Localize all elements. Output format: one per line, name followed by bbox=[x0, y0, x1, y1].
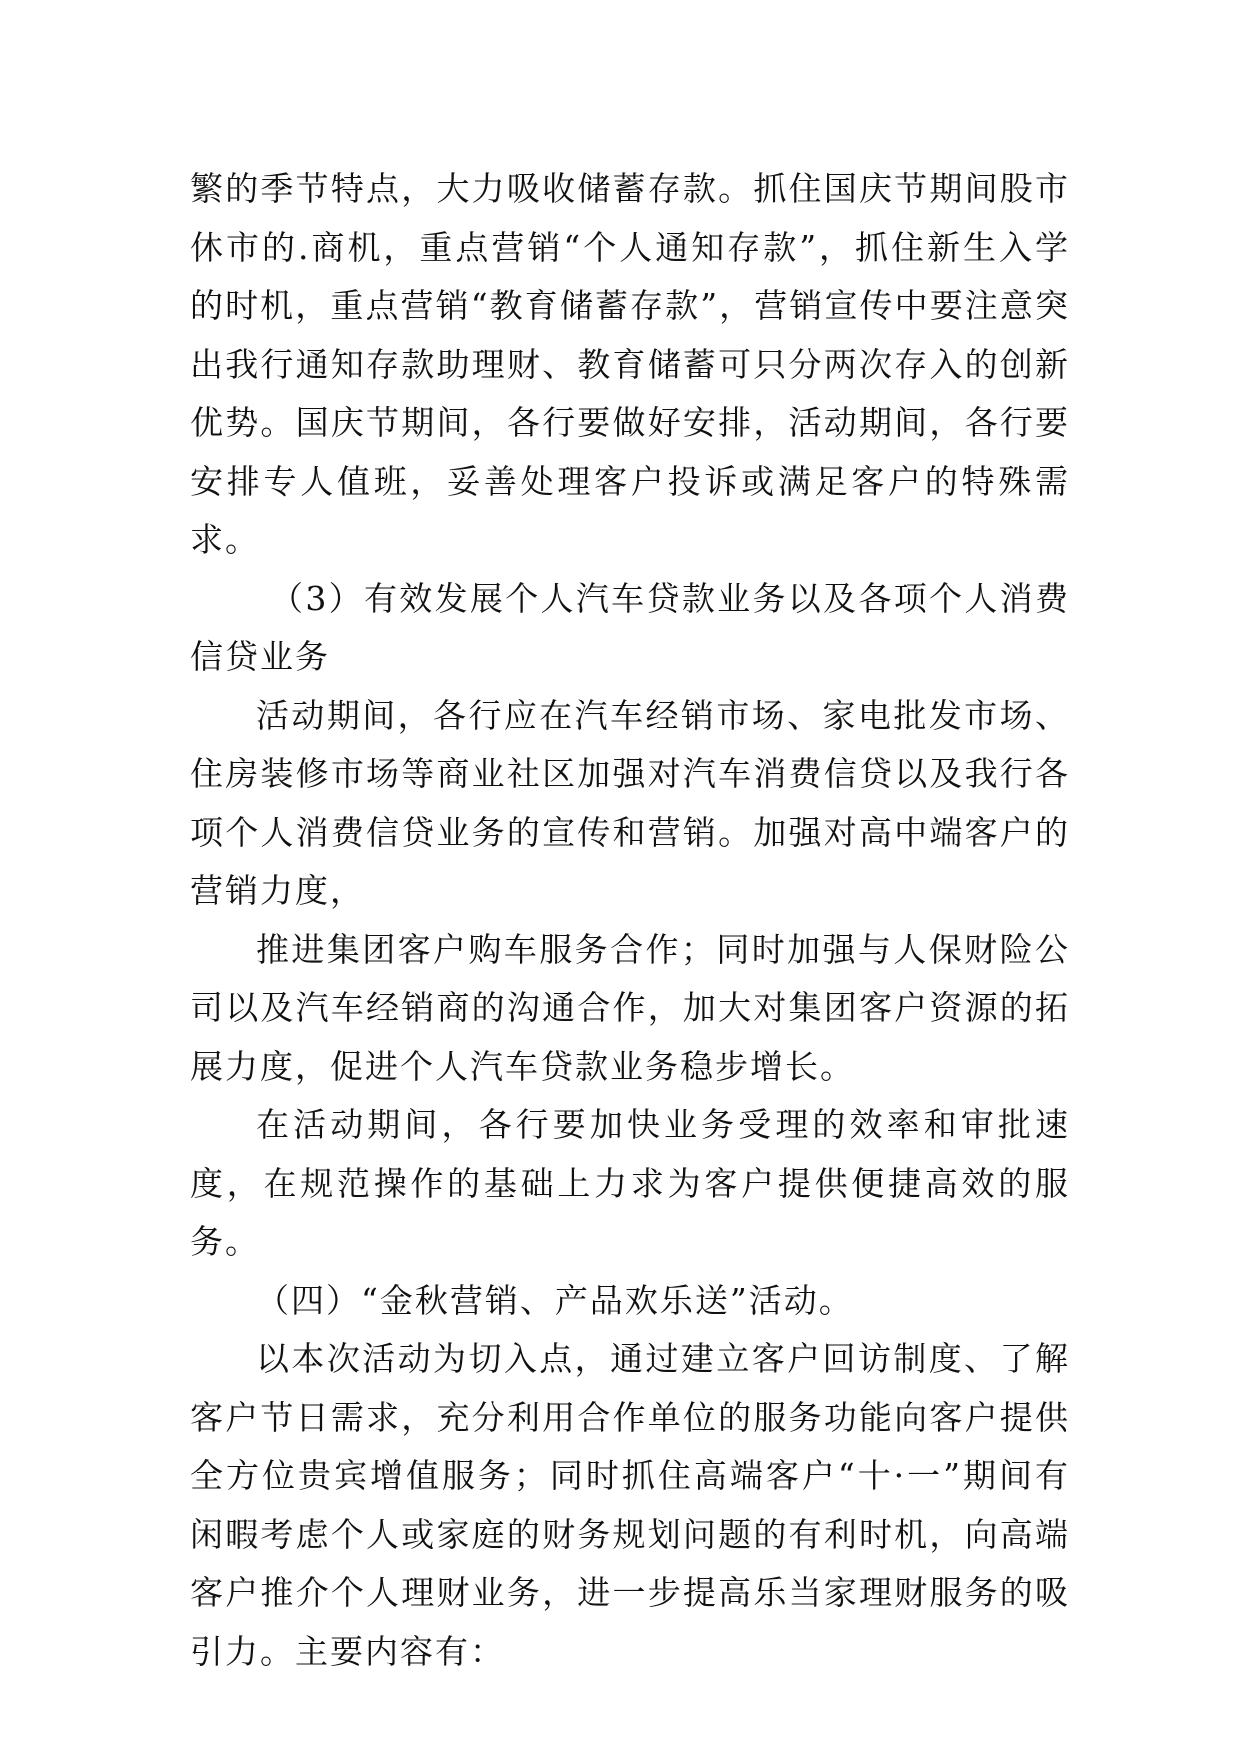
section-heading-4: （四）“金秋营销、产品欢乐送”活动。 bbox=[256, 1280, 854, 1320]
subsection-heading-3: （3）有效发展个人汽车贷款业务以及各项个人消费信贷业务 bbox=[190, 578, 1070, 676]
paragraph-continuation: 繁的季节特点，大力吸收储蓄存款。抓住国庆节期间股市休市的.商机，重点营销“个人通知存款”，抓住新生入学的时机，重点营销“教育储蓄存款”，营销宣传中要注意突出我行通知存款助理财、教育储蓄可只分两次存入的创新优势。国庆节期间，各行要做好安排，活动期间，各行要安排专人值班，妥善处理客户投诉或满足客户的特殊需求。 bbox=[190, 169, 1070, 559]
paragraph: 活动期间，各行应在汽车经销市场、家电批发市场、住房装修市场等商业社区加强对汽车消费信贷以及我行各项个人消费信贷业务的宣传和营销。加强对高中端客户的营销力度， bbox=[190, 695, 1070, 910]
paragraph: 以本次活动为切入点，通过建立客户回访制度、了解客户节日需求，充分利用合作单位的服务功能向客户提供全方位贵宾增值服务；同时抓住高端客户“十·一”期间有闲暇考虑个人或家庭的财务规划问题的有利时机，向高端客户推介个人理财业务，进一步提高乐当家理财服务的吸引力。主要内容有： bbox=[190, 1339, 1070, 1671]
document-body bbox=[190, 160, 1070, 1681]
paragraph: 推进集团客户购车服务合作；同时加强与人保财险公司以及汽车经销商的沟通合作，加大对集团客户资源的拓展力度，促进个人汽车贷款业务稳步增长。 bbox=[190, 929, 1070, 1086]
paragraph: 在活动期间，各行要加快业务受理的效率和审批速度，在规范操作的基础上力求为客户提供便捷高效的服务。 bbox=[190, 1105, 1070, 1261]
